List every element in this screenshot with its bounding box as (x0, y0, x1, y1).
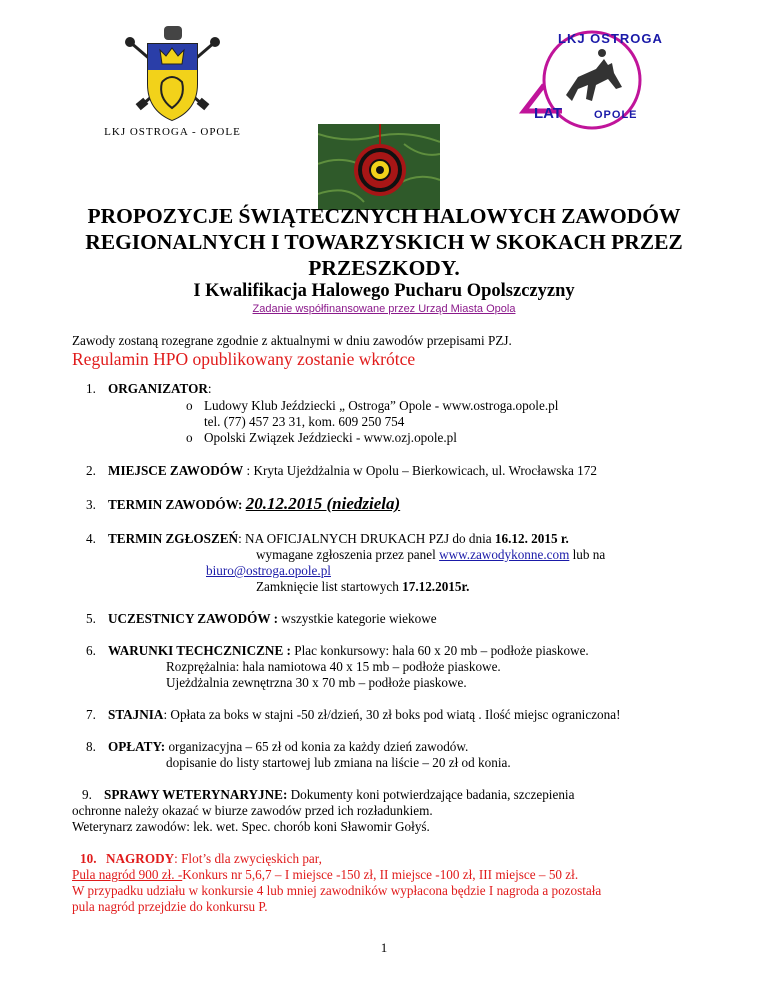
prize-rule: W przypadku udziału w konkursie 4 lub mniej zawodników wypłacona będzie I nagroda a pozostała (72, 883, 602, 898)
zawodykonne-link[interactable]: www.zawodykonne.com (439, 547, 570, 562)
start-list-close: Zamknięcie list startowych 17.12.2015r. (256, 579, 470, 594)
section-9: 9. SPRAWY WETERYNARYJNE: Dokumenty koni potwierdzające badania, szczepienia (82, 787, 575, 802)
organizer-item-2: o Opolski Związek Jeździecki - www.ozj.opole.pl (186, 430, 457, 445)
page-number: 1 (380, 940, 388, 955)
logo-text-top: LKJ OSTROGA (558, 31, 663, 46)
crest-text: LKJ OSTROGA - OPOLE (104, 126, 241, 138)
bullet-icon: o (186, 398, 193, 413)
organizer-phone: tel. (77) 457 23 31, kom. 609 250 754 (204, 414, 405, 429)
bullet-icon: o (186, 430, 193, 445)
cofinanced-note: Zadanie współfinansowane przez Urząd Miasta Opola (252, 303, 516, 315)
section-6: 6. WARUNKI TECHCZNICZNE : Plac konkursowy: hala 60 x 20 mb – podłoże piaskowe. (86, 643, 589, 658)
document-subtitle: I Kwalifikacja Halowego Pucharu Opolszczyzny (193, 281, 575, 301)
vet-docs: ochronne należy okazać w biurze zawodów przed ich rozładunkiem. (72, 803, 433, 818)
christmas-ornament-photo (318, 124, 440, 210)
section-1-heading: 1. ORGANIZATOR: (86, 381, 212, 396)
section-10: 10. NAGRODY: Flot’s dla zwycięskich par, (80, 851, 322, 866)
start-list-change-fee: dopisanie do listy startowej lub zmiana na liście – 20 zł od konia. (166, 755, 511, 770)
outdoor-arena: Ujeżdżalnia zewnętrzna 30 x 70 mb – podłoże piaskowe. (166, 675, 467, 690)
hpo-notice: Regulamin HPO opublikowany zostanie wkrótce (72, 349, 416, 369)
section-2: 2. MIEJSCE ZAWODÓW : Kryta Ujeżdżalnia w Opolu – Bierkowicach, ul. Wrocławska 172 (86, 463, 597, 478)
entry-info: wymagane zgłoszenia przez panel www.zawodykonne.com lub na (256, 547, 606, 562)
section-3: 3. TERMIN ZAWODÓW: 20.12.2015 (niedziela) (86, 494, 401, 513)
section-8: 8. OPŁATY: organizacyjna – 65 zł od konia za każdy dzień zawodów. (86, 739, 469, 754)
section-5: 5. UCZESTNICY ZAWODÓW : wszystkie kategorie wiekowe (86, 611, 437, 626)
title-line-1: PROPOZYCJE ŚWIĄTECZNYCH HALOWYCH ZAWODÓW (87, 204, 681, 228)
title-line-3: PRZESZKODY. (308, 256, 460, 280)
rules-note: Zawody zostaną rozegrane zgodnie z aktualnymi w dniu zawodów przepisami PZJ. (72, 333, 512, 348)
lkj-ostroga-circle-logo (500, 25, 678, 133)
email-line (206, 563, 331, 579)
organizer-item-1: o Ludowy Klub Jeździecki „ Ostroga” Opole - www.ostroga.opole.pl (186, 398, 559, 413)
club-crest-logo (100, 22, 245, 142)
section-1-label: ORGANIZATOR (108, 381, 208, 396)
event-date: 20.12.2015 (niedziela) (245, 494, 401, 513)
warm-up-arena: Rozprężalnia: hala namiotowa 40 x 15 mb – podłoże piaskowe. (166, 659, 501, 674)
prize-rule-cont: pula nagród przejdzie do konkursu P. (72, 899, 268, 914)
section-7: 7. STAJNIA: Opłata za boks w stajni -50 zł/dzień, 30 zł boks pod wiatą . Ilość miejsc ograniczona! (86, 707, 621, 722)
vet-name: Weterynarz zawodów: lek. wet. Spec. chorób koni Sławomir Gołyś. (72, 819, 430, 834)
title-line-2: REGIONALNYCH I TOWARZYSKICH W SKOKACH PRZEZ (85, 230, 683, 254)
prize-pool: Pula nagród 900 zł. -Konkurs nr 5,6,7 – I miejsce -150 zł, II miejsce -100 zł, III miejsce – 50 zł. (72, 867, 579, 882)
section-4: 4. TERMIN ZGŁOSZEŃ: NA OFICJALNYCH DRUKACH PZJ do dnia 16.12. 2015 r. (86, 531, 569, 546)
email-link[interactable]: biuro@ostroga.opole.pl (206, 563, 331, 578)
document-title (60, 203, 708, 281)
logo-badge: LAT (534, 105, 563, 122)
logo-text-bottom: OPOLE (594, 109, 638, 121)
